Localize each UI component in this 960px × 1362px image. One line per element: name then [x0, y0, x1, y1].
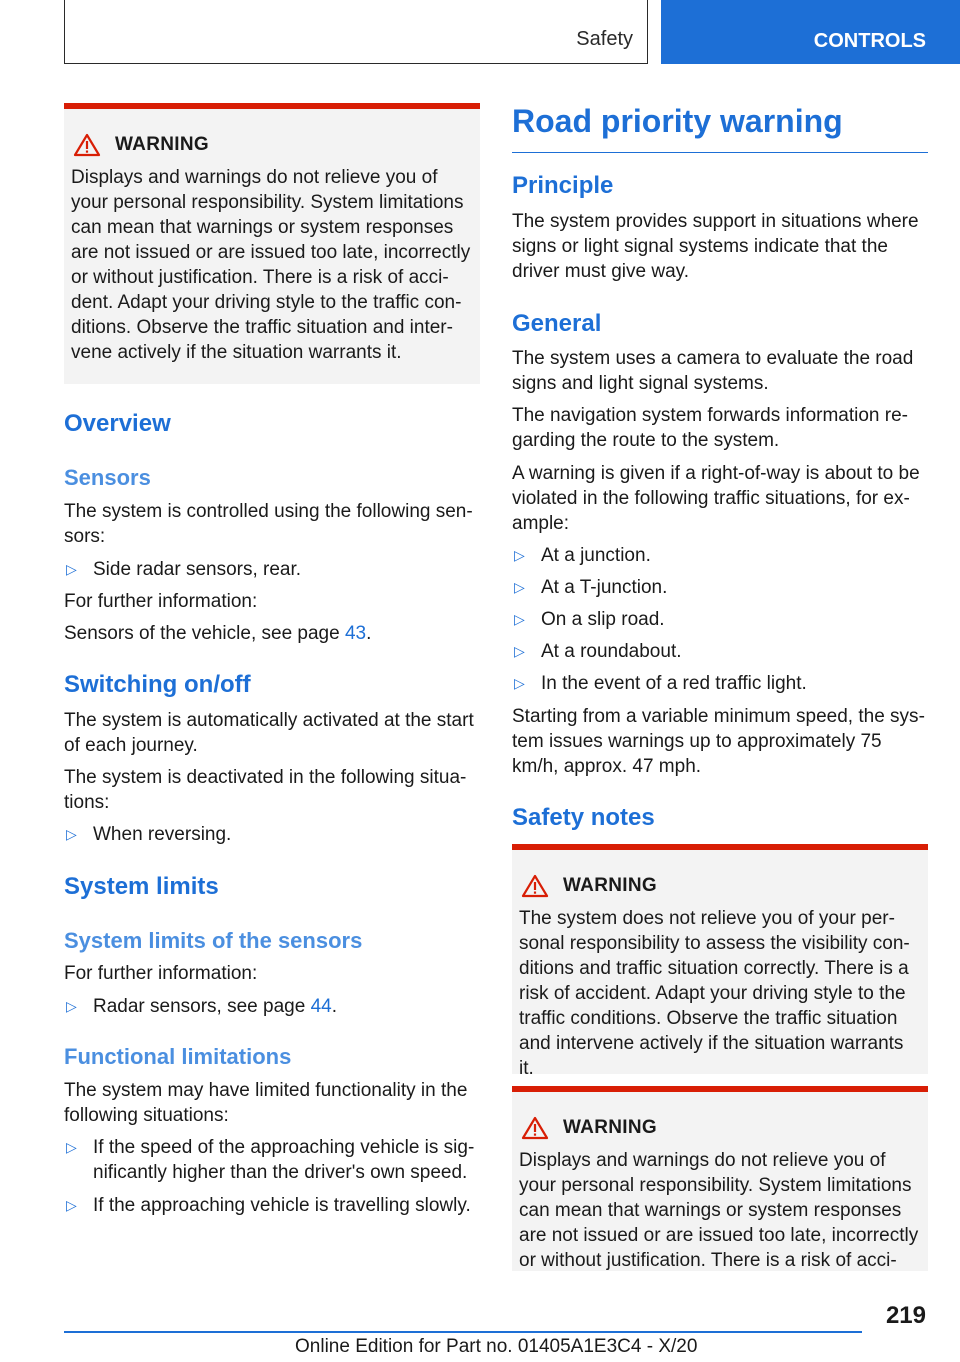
bullet-triangle-icon: ▷ [66, 826, 77, 842]
general-text-1: The system uses a camera to evaluate the road signs and light signal systems. [512, 348, 914, 394]
warning-title: WARNING [115, 134, 209, 155]
principle-text: The system provides support in situations where signs or light signal systems indicate that the driver must give way. [512, 211, 919, 282]
sensors-reference: Sensors of the vehicle, see page 43. [64, 623, 372, 644]
warning-text: Displays and warnings do not relieve you of your personal responsibility. System limitations can mean that warnings or system responses are not issued or are issued too late, incorrectly or without justification. There is a risk of accident. Adapt your driving style to the traffic conditions. Observe the traffic situation and intervene actively if the situation warrants it. [71, 167, 471, 363]
general-text-3: A warning is given if a right-of-way is about to be violated in the following traffic situations, for example: [512, 463, 920, 534]
list-item: ▷ Side radar sensors, rear. [66, 559, 302, 580]
bullet-triangle-icon: ▷ [66, 1139, 77, 1155]
further-info-text: For further information: [64, 963, 258, 984]
switching-text-1: The system is automatically activated at the start of each journey. [64, 710, 474, 756]
warning-text: The system does not relieve you of your personal responsibility to assess the visibility conditions and traffic situation correctly. There is a risk of accident. Adapt your driving style to the traffic conditions. Observe the traffic situation and intervene actively if the situation warrants it. [519, 908, 910, 1079]
further-info-text: For further information: [64, 591, 258, 612]
warning-box [64, 103, 480, 384]
bullet-triangle-icon: ▷ [514, 675, 525, 691]
heading-safety-notes: Safety notes [512, 804, 655, 831]
warning-icon [521, 874, 549, 898]
list-item: ▷ At a roundabout. [514, 641, 682, 662]
heading-functional: Functional limitations [64, 1044, 292, 1069]
warning-text: Displays and warnings do not relieve you of your personal responsibility. System limitations can mean that warnings or system responses are not issued or are issued too late, incorrectly or without justification. There is a risk of acci- [519, 1150, 919, 1271]
bullet-triangle-icon: ▷ [66, 1197, 77, 1213]
page-title: Road priority warning [512, 103, 928, 153]
bullet-triangle-icon: ▷ [514, 643, 525, 659]
list-item: ▷ When reversing. [66, 824, 232, 845]
header-frame [64, 0, 648, 64]
heading-limits-sensors: System limits of the sensors [64, 928, 363, 953]
page-link-43[interactable]: 43 [344, 623, 367, 644]
bullet-triangle-icon: ▷ [514, 611, 525, 627]
list-item: ▷ If the approaching vehicle is travelling slowly. [66, 1195, 471, 1216]
warning-title: WARNING [563, 1117, 657, 1138]
sensors-text: The system is controlled using the following sensors: [64, 501, 473, 547]
general-text-2: The navigation system forwards information regarding the route to the system. [512, 405, 908, 451]
heading-sensors: Sensors [64, 465, 151, 490]
chapter-tab[interactable]: CONTROLS [661, 0, 960, 64]
section-title: Safety [576, 28, 633, 50]
switching-text-2: The system is deactivated in the following situations: [64, 767, 467, 813]
list-item: ▷ In the event of a red traffic light. [514, 673, 807, 694]
warning-box [512, 1086, 928, 1271]
list-item: ▷ Radar sensors, see page 44. [66, 996, 337, 1017]
heading-system-limits: System limits [64, 873, 219, 900]
heading-switching: Switching on/off [64, 671, 251, 698]
bullet-triangle-icon: ▷ [66, 561, 77, 577]
list-item: ▷ At a junction. [514, 545, 651, 566]
warning-title: WARNING [563, 875, 657, 896]
warning-icon [73, 133, 101, 157]
warning-box [512, 844, 928, 1079]
bullet-triangle-icon: ▷ [514, 579, 525, 595]
bullet-triangle-icon: ▷ [66, 998, 77, 1014]
list-item: ▷ If the speed of the approaching vehicle is significantly higher than the driver's own speed. [66, 1137, 475, 1183]
page-link-44[interactable]: 44 [310, 996, 332, 1017]
warning-icon [521, 1116, 549, 1140]
page-number: 219 [885, 1302, 926, 1329]
list-item: ▷ At a T-junction. [514, 577, 668, 598]
functional-text: The system may have limited functionality in the following situations: [64, 1080, 468, 1126]
bullet-triangle-icon: ▷ [514, 547, 525, 563]
footer-edition: Online Edition for Part no. 01405A1E3C4 - X/20 [295, 1336, 698, 1357]
heading-overview: Overview [64, 410, 171, 437]
footer-divider [64, 1331, 862, 1333]
list-item: ▷ On a slip road. [514, 609, 665, 630]
speed-text: Starting from a variable minimum speed, the system issues warnings up to approximately 75 km/h, approx. 47 mph. [512, 706, 925, 777]
heading-principle: Principle [512, 172, 614, 199]
heading-general: General [512, 310, 602, 337]
